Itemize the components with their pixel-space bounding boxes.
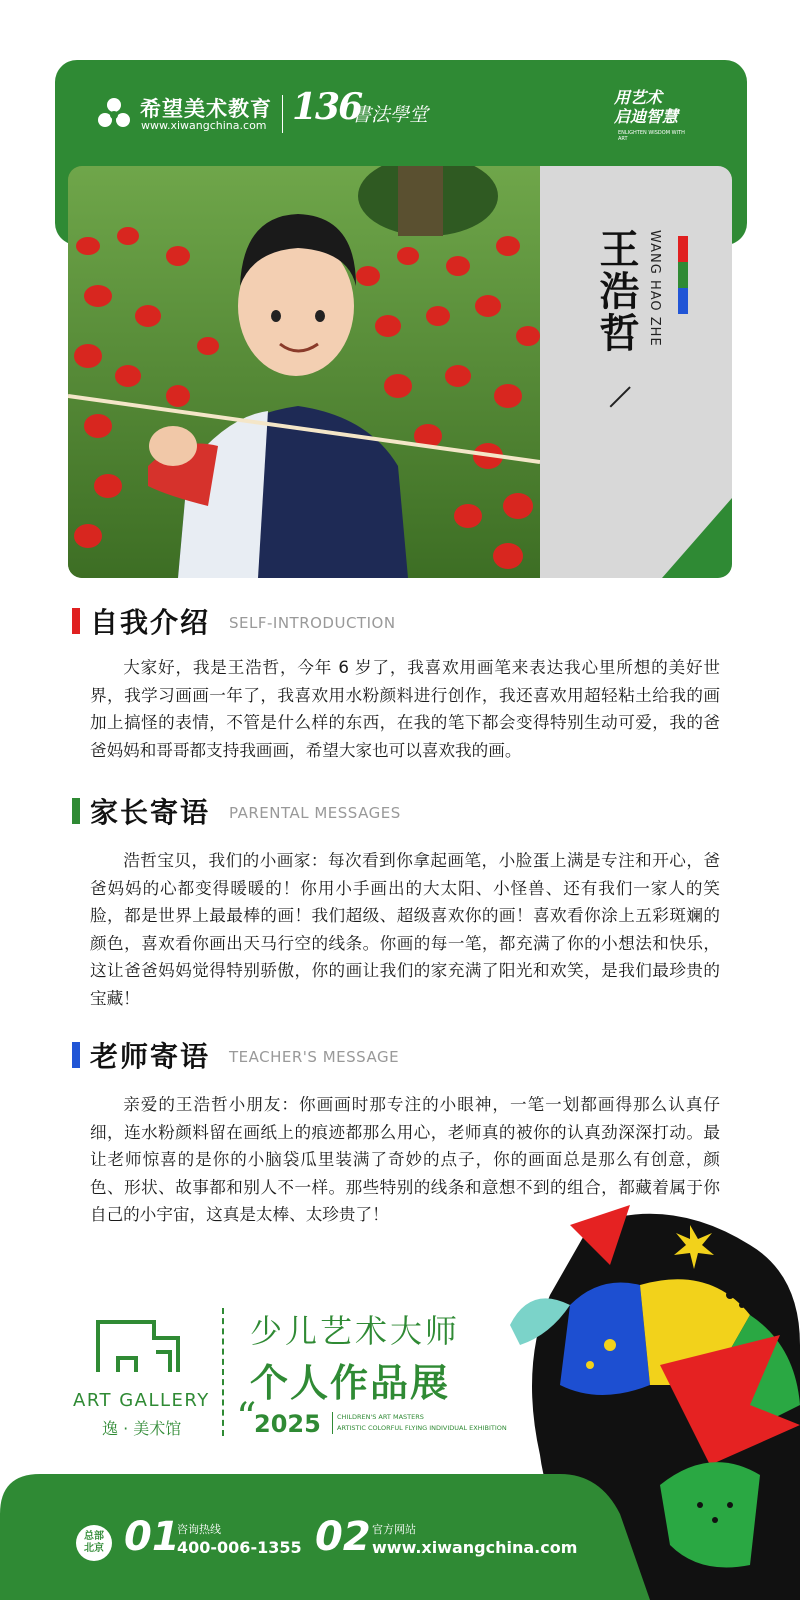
quote-mark-icon: “ [236,1395,257,1441]
hq-line2: 北京 [84,1543,104,1554]
footer-number-01: 01 [124,1514,180,1560]
brand-url: www.xiwangchina.com [141,119,267,132]
footer-band [0,1474,800,1600]
exhibition-title-line2: 个人作品展 [250,1361,451,1405]
exhibition-year: 2025 [254,1410,321,1438]
slogan-line2: 启迪智慧 [614,107,679,126]
brand-logo-icon [96,96,132,132]
teacher-message-text: 亲爱的王浩哲小朋友：你画画时那专注的小眼神，一笔一划都画得那么认真仔细，连水粉颜料留在画纸上的痕迹都那么用心，老师真的被你的认真劲深深打动。最让老师惊喜的是你的小脑袋瓜里装满了奇妙的点子，你的画面总是那么有创意，颜色、形状、故事都和别人不一样。那些特别的线条和意想不到的组合，都藏着属于你自己的小宇宙，这真是太棒、太珍贵了！ [90,1095,720,1224]
section-marker-green [72,798,80,824]
section-title-self-intro: 自我介绍 [90,606,211,639]
section-marker-red [72,608,80,634]
gallery-name-en: ART GALLERY [73,1390,210,1411]
hotline-number[interactable]: 400-006-1355 [177,1538,302,1557]
section-title-teacher: 老师寄语 [90,1040,211,1073]
exhibition-english-line1: CHILDREN'S ART MASTERS [337,1413,424,1421]
exhibition-english [332,1412,507,1434]
section-title-parents: 家长寄语 [90,796,211,829]
exhibition-english-line2: ARTISTIC COLORFUL FLYING INDIVIDUAL EXHIBITION [337,1424,507,1432]
brand-name: 希望美术教育 [140,97,272,121]
accent-bar-red [678,236,688,262]
student-name-en: WANG HAO ZHE [647,230,662,347]
panel-corner-triangle [662,498,732,578]
gallery-building-icon [96,1318,180,1374]
exhibition-title-line1: 少儿艺术大师 [250,1312,461,1350]
accent-bar-blue [678,288,688,314]
slogan [614,88,678,126]
brand-divider [282,95,283,133]
hq-badge [76,1525,112,1561]
student-photo [68,166,540,578]
slogan-english: ENLIGHTEN WISDOM WITH ART [618,130,685,142]
gallery-divider [222,1308,224,1436]
section-marker-blue [72,1042,80,1068]
brand-calligraphy-school: 書法學堂 [352,104,429,126]
hotline-label: 咨询热线 [177,1523,221,1536]
accent-bar-green [678,262,688,288]
section-subtitle-self-intro: SELF-INTRODUCTION [229,614,396,632]
student-name-cn: 王浩哲 [593,228,639,354]
brand-136-logo: 136 [292,86,362,128]
gallery-name-cn: 逸 · 美术馆 [102,1419,182,1438]
website-link[interactable]: www.xiwangchina.com [372,1538,578,1557]
hq-line1: 总部 [84,1531,104,1542]
tulip-field-photo [68,166,540,578]
parents-message-text: 浩哲宝贝，我们的小画家：每次看到你拿起画笔，小脸蛋上满是专注和开心，爸爸妈妈的心都变得暖暖的！你用小手画出的大太阳、小怪兽、还有我们一家人的笑脸，都是世界上最最棒的画！我们超级、超级喜欢你的画！喜欢看你涂上五彩斑斓的颜色，喜欢看你画出天马行空的线条。你画的每一笔，都充满了你的小想法和快乐，这让爸爸妈妈觉得特别骄傲，你的画让我们的家充满了阳光和欢笑，是我们最珍贵的宝藏！ [90,851,720,1008]
website-label: 官方网站 [372,1523,416,1536]
section-subtitle-teacher: TEACHER'S MESSAGE [229,1048,400,1066]
section-subtitle-parents: PARENTAL MESSAGES [229,804,401,822]
slogan-line1: 用艺术 [614,88,663,107]
footer-number-02: 02 [315,1514,371,1560]
self-intro-text: 大家好，我是王浩哲，今年 6 岁了，我喜欢用画笔来表达我心里所想的美好世界，我学习画画一年了，我喜欢用水粉颜料进行创作，我还喜欢用超轻粘土给我的画加上搞怪的表情，不管是什么样的东西，在我的笔下都会变得特别生动可爱，我的爸爸妈妈和哥哥都支持我画画，希望大家也可以喜欢我的画。 [90,658,720,760]
